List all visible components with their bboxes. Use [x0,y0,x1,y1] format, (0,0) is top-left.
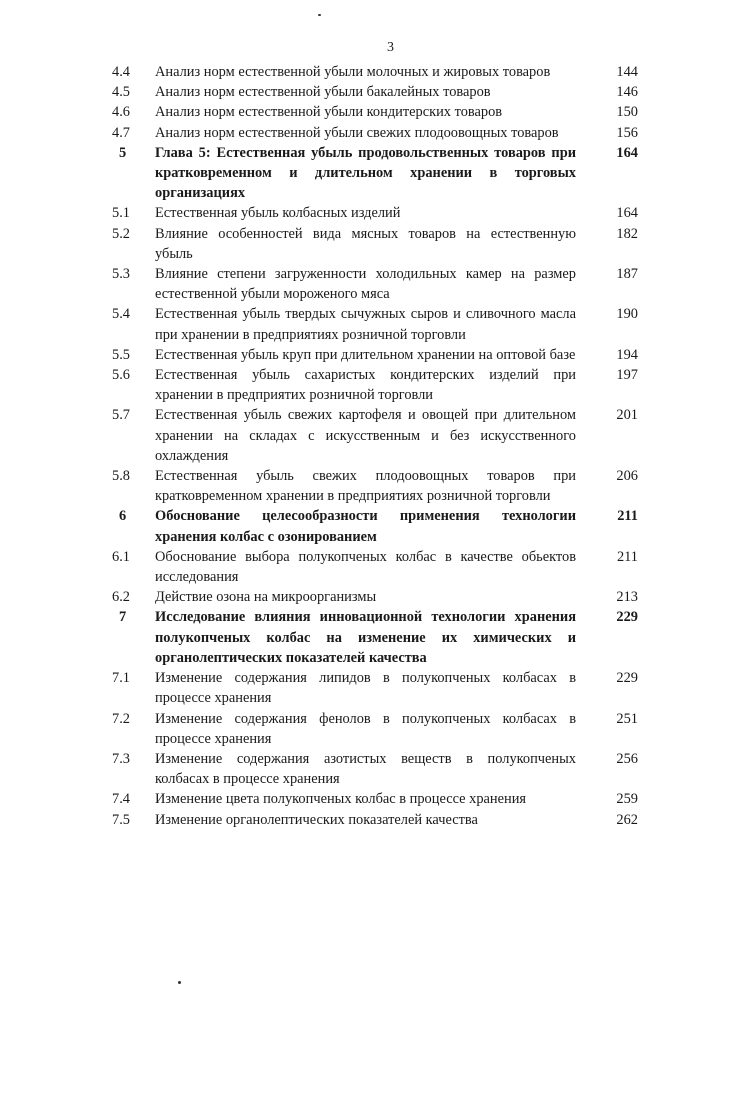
toc-entry-number: 5.2 [112,225,130,242]
toc-entry [108,62,648,82]
toc-entry [108,123,648,143]
toc-entry [108,304,648,344]
toc-entry-page: 206 [616,468,638,485]
toc-entry-title: Изменение содержания липидов в полукопченых колбасах в процессе хранения [155,670,576,707]
toc-entry [108,547,648,587]
toc-entry [108,102,648,122]
scan-speck [318,14,321,16]
toc-entry-page: 156 [616,124,638,141]
toc-entry-page: 146 [616,84,638,101]
page-number: 3 [387,40,394,55]
toc-entry-title: Глава 5: Естественная убыль продовольственных товаров при кратковременном и длительном хранении в торговых организациях [155,144,576,202]
toc-entry-title: Влияние особенностей вида мясных товаров на естественную убыль [155,225,576,262]
toc-entry-title: Изменение содержания азотистых веществ в полукопченых колбасах в процессе хранения [155,750,576,788]
toc-entry [108,587,648,607]
toc-entry [108,607,648,668]
toc-entry-number: 5.7 [112,407,130,424]
toc-entry-title: Анализ норм естественной убыли кондитерских товаров [155,104,503,121]
toc-entry-number: 7.2 [112,710,130,727]
toc-entry-page: 190 [616,306,638,323]
toc-entry-title: Естественная убыль свежих плодоовощных товаров при кратковременном хранении в предприятиях розничной торговли [155,468,576,505]
toc-entry-page: 251 [616,710,638,727]
toc-entry-page: 211 [616,548,638,565]
scan-speck [178,981,181,984]
toc-entry-number: 5 [119,144,127,161]
toc-entry-title: Анализ норм естественной убыли молочных и жировых товаров [155,64,551,80]
toc-entry-page: 213 [616,589,638,606]
toc-entry-page: 150 [616,104,638,121]
toc-entry-page: 144 [616,64,638,80]
toc-entry-number: 5.6 [112,367,130,384]
toc-entry-number: 5.3 [112,266,130,283]
toc-entry-title: Изменение содержания фенолов в полукопченых колбасах в процессе хранения [155,710,576,747]
toc-entry-page: 211 [617,508,638,525]
toc-entry-page: 187 [616,266,638,283]
toc-entry [108,709,648,749]
toc-entry-title: Влияние степени загруженности холодильных камер на размер естественной убыли мороженого мяса [155,266,576,303]
table-of-contents [108,62,648,830]
toc-entry-number: 6.2 [112,589,130,606]
toc-entry-number: 6.1 [112,548,130,565]
toc-entry-page: 259 [616,791,638,808]
toc-entry-title: Изменение цвета полукопченых колбас в процессе хранения [155,791,527,808]
toc-entry-title: Исследование влияния инновационной технологии хранения полукопченых колбас на изменение их химических и органолептических показателей качества [155,609,576,666]
toc-entry-title: Естественная убыль твердых сычужных сыров и сливочного масла при хранении в предприятиях розничной торговли [155,306,576,343]
toc-entry [108,82,648,102]
toc-entry-number: 4.5 [112,84,130,101]
toc-entry [108,466,648,506]
toc-entry-page: 262 [616,811,638,828]
toc-entry [108,405,648,466]
toc-entry-number: 7.3 [112,750,130,767]
toc-entry [108,749,648,789]
toc-entry-title: Анализ норм естественной убыли бакалейных товаров [155,84,491,101]
toc-entry-page: 164 [616,144,638,161]
toc-entry [108,789,648,809]
toc-entry-title: Естественная убыль колбасных изделий [155,205,401,222]
toc-entry [108,203,648,223]
toc-entry-title: Анализ норм естественной убыли свежих плодоовощных товаров [155,124,559,141]
toc-entry [108,345,648,365]
toc-entry-page: 197 [616,367,638,384]
toc-entry-title: Естественная убыль круп при длительном хранении на оптовой базе [155,346,576,363]
toc-entry [108,264,648,304]
toc-entry-number: 5.4 [112,306,130,323]
toc-entry-title: Естественная убыль сахаристых кондитерских изделий при хранении в предприятих розничной торговли [155,367,576,404]
toc-entry-page: 229 [616,670,638,687]
toc-entry-number: 7.4 [112,791,130,808]
toc-entry-number: 7.5 [112,811,130,828]
toc-entry-number: 7 [119,609,127,626]
toc-entry-number: 4.4 [112,64,130,80]
toc-entry-page: 164 [616,205,638,222]
toc-entry-number: 4.6 [112,104,130,121]
toc-entry-title: Обоснование выбора полукопченых колбас в качестве обьектов исследования [155,548,576,586]
toc-entry [108,668,648,708]
toc-entry-number: 7.1 [112,670,130,687]
toc-entry-title: Обоснование целесообразности применения технологии хранения колбас с озонированием [155,508,576,545]
toc-entry [108,143,648,204]
toc-entry-number: 4.7 [112,124,130,141]
toc-entry-title: Действие озона на микроорганизмы [155,589,377,606]
toc-entry-number: 5.1 [112,205,130,222]
toc-entry-page: 182 [616,225,638,242]
toc-entry [108,810,648,830]
toc-entry-title: Естественная убыль свежих картофеля и овощей при длительном хранении на складах с искусственным и без искусственного охлаждения [155,407,576,464]
toc-entry-number: 5.8 [112,468,130,485]
toc-entry-page: 229 [616,609,638,626]
toc-entry [108,506,648,546]
toc-entry-number: 6 [119,508,127,525]
toc-entry-page: 194 [616,346,638,363]
toc-entry-number: 5.5 [112,346,130,363]
toc-entry-page: 256 [616,750,638,767]
toc-entry [108,224,648,264]
toc-entry-title: Изменение органолептических показателей качества [155,811,478,828]
toc-entry [108,365,648,405]
toc-entry-page: 201 [616,407,638,424]
